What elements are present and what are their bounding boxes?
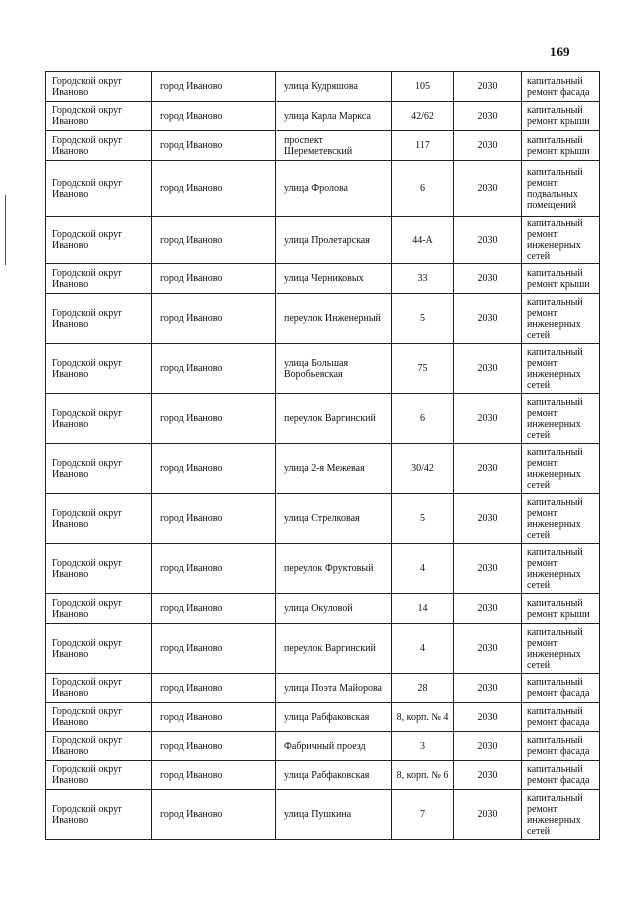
work-type-cell: капитальный ремонт фасада: [522, 703, 600, 732]
work-type-cell: капитальный ремонт фасада: [522, 674, 600, 703]
house-cell: 117: [392, 131, 454, 161]
house-cell: 5: [392, 494, 454, 544]
street-cell: улица Пролетарская: [276, 217, 392, 264]
municipality-cell: Городской округ Иваново: [46, 544, 152, 594]
work-type-cell: капитальный ремонт инженерных сетей: [522, 444, 600, 494]
year-cell: 2030: [454, 732, 522, 761]
settlement-cell: город Иваново: [152, 624, 276, 674]
house-cell: 4: [392, 544, 454, 594]
table-row: [46, 594, 600, 624]
year-cell: 2030: [454, 217, 522, 264]
work-type-cell: капитальный ремонт инженерных сетей: [522, 394, 600, 444]
street-cell: улица 2-я Межевая: [276, 444, 392, 494]
table-row: [46, 161, 600, 217]
year-cell: 2030: [454, 72, 522, 102]
street-cell: улица Кудряшова: [276, 72, 392, 102]
year-cell: 2030: [454, 394, 522, 444]
municipality-cell: Городской округ Иваново: [46, 790, 152, 840]
municipality-cell: Городской округ Иваново: [46, 624, 152, 674]
house-cell: 105: [392, 72, 454, 102]
house-cell: 3: [392, 732, 454, 761]
work-type-cell: капитальный ремонт крыши: [522, 102, 600, 131]
municipality-cell: Городской округ Иваново: [46, 394, 152, 444]
work-type-cell: капитальный ремонт инженерных сетей: [522, 344, 600, 394]
repair-schedule-table: [45, 71, 600, 840]
municipality-cell: Городской округ Иваново: [46, 161, 152, 217]
settlement-cell: город Иваново: [152, 294, 276, 344]
house-cell: 7: [392, 790, 454, 840]
work-type-cell: капитальный ремонт инженерных сетей: [522, 494, 600, 544]
street-cell: улица Стрелковая: [276, 494, 392, 544]
table-row: [46, 494, 600, 544]
year-cell: 2030: [454, 544, 522, 594]
street-cell: переулок Инженерный: [276, 294, 392, 344]
year-cell: 2030: [454, 444, 522, 494]
table-row: [46, 344, 600, 394]
year-cell: 2030: [454, 674, 522, 703]
house-cell: 30/42: [392, 444, 454, 494]
settlement-cell: город Иваново: [152, 494, 276, 544]
settlement-cell: город Иваново: [152, 444, 276, 494]
table-row: [46, 294, 600, 344]
table-row: [46, 544, 600, 594]
work-type-cell: капитальный ремонт подвальных помещений: [522, 161, 600, 217]
street-cell: проспект Шереметевский: [276, 131, 392, 161]
street-cell: Фабричный проезд: [276, 732, 392, 761]
settlement-cell: город Иваново: [152, 761, 276, 790]
settlement-cell: город Иваново: [152, 72, 276, 102]
municipality-cell: Городской округ Иваново: [46, 344, 152, 394]
municipality-cell: Городской округ Иваново: [46, 294, 152, 344]
work-type-cell: капитальный ремонт фасада: [522, 72, 600, 102]
settlement-cell: город Иваново: [152, 217, 276, 264]
work-type-cell: капитальный ремонт крыши: [522, 264, 600, 294]
house-cell: 75: [392, 344, 454, 394]
settlement-cell: город Иваново: [152, 544, 276, 594]
house-cell: 8, корп. № 4: [392, 703, 454, 732]
house-cell: 44-А: [392, 217, 454, 264]
street-cell: переулок Фруктовый: [276, 544, 392, 594]
settlement-cell: город Иваново: [152, 344, 276, 394]
settlement-cell: город Иваново: [152, 131, 276, 161]
street-cell: улица Черниковых: [276, 264, 392, 294]
year-cell: 2030: [454, 344, 522, 394]
table-row: [46, 394, 600, 444]
table-row: [46, 732, 600, 761]
table-row: [46, 72, 600, 102]
table-row: [46, 444, 600, 494]
street-cell: улица Рабфаковская: [276, 761, 392, 790]
year-cell: 2030: [454, 264, 522, 294]
year-cell: 2030: [454, 102, 522, 131]
municipality-cell: Городской округ Иваново: [46, 594, 152, 624]
work-type-cell: капитальный ремонт инженерных сетей: [522, 790, 600, 840]
street-cell: улица Пушкина: [276, 790, 392, 840]
year-cell: 2030: [454, 131, 522, 161]
municipality-cell: Городской округ Иваново: [46, 102, 152, 131]
house-cell: 6: [392, 394, 454, 444]
street-cell: улица Фролова: [276, 161, 392, 217]
municipality-cell: Городской округ Иваново: [46, 674, 152, 703]
work-type-cell: капитальный ремонт крыши: [522, 594, 600, 624]
municipality-cell: Городской округ Иваново: [46, 761, 152, 790]
table-row: [46, 790, 600, 840]
house-cell: 42/62: [392, 102, 454, 131]
municipality-cell: Городской округ Иваново: [46, 732, 152, 761]
street-cell: улица Поэта Майорова: [276, 674, 392, 703]
table-row: [46, 624, 600, 674]
house-cell: 33: [392, 264, 454, 294]
house-cell: 5: [392, 294, 454, 344]
house-cell: 6: [392, 161, 454, 217]
year-cell: 2030: [454, 161, 522, 217]
year-cell: 2030: [454, 594, 522, 624]
table-row: [46, 761, 600, 790]
settlement-cell: город Иваново: [152, 264, 276, 294]
settlement-cell: город Иваново: [152, 732, 276, 761]
street-cell: переулок Варгинский: [276, 394, 392, 444]
year-cell: 2030: [454, 703, 522, 732]
table-row: [46, 102, 600, 131]
work-type-cell: капитальный ремонт инженерных сетей: [522, 544, 600, 594]
work-type-cell: капитальный ремонт крыши: [522, 131, 600, 161]
municipality-cell: Городской округ Иваново: [46, 703, 152, 732]
municipality-cell: Городской округ Иваново: [46, 131, 152, 161]
year-cell: 2030: [454, 790, 522, 840]
street-cell: переулок Варгинский: [276, 624, 392, 674]
house-cell: 4: [392, 624, 454, 674]
work-type-cell: капитальный ремонт фасада: [522, 761, 600, 790]
table-row: [46, 264, 600, 294]
street-cell: улица Большая Воробьевская: [276, 344, 392, 394]
work-type-cell: капитальный ремонт инженерных сетей: [522, 294, 600, 344]
table-row: [46, 131, 600, 161]
street-cell: улица Карла Маркса: [276, 102, 392, 131]
work-type-cell: капитальный ремонт инженерных сетей: [522, 217, 600, 264]
year-cell: 2030: [454, 494, 522, 544]
table-row: [46, 217, 600, 264]
municipality-cell: Городской округ Иваново: [46, 217, 152, 264]
year-cell: 2030: [454, 624, 522, 674]
table-row: [46, 703, 600, 732]
municipality-cell: Городской округ Иваново: [46, 494, 152, 544]
street-cell: улица Рабфаковская: [276, 703, 392, 732]
house-cell: 8, корп. № 6: [392, 761, 454, 790]
municipality-cell: Городской округ Иваново: [46, 72, 152, 102]
settlement-cell: город Иваново: [152, 790, 276, 840]
page-number: 169: [550, 44, 570, 59]
settlement-cell: город Иваново: [152, 161, 276, 217]
municipality-cell: Городской округ Иваново: [46, 264, 152, 294]
margin-mark: [5, 195, 6, 265]
house-cell: 14: [392, 594, 454, 624]
work-type-cell: капитальный ремонт инженерных сетей: [522, 624, 600, 674]
settlement-cell: город Иваново: [152, 703, 276, 732]
work-type-cell: капитальный ремонт фасада: [522, 732, 600, 761]
street-cell: улица Окуловой: [276, 594, 392, 624]
settlement-cell: город Иваново: [152, 394, 276, 444]
year-cell: 2030: [454, 294, 522, 344]
house-cell: 28: [392, 674, 454, 703]
year-cell: 2030: [454, 761, 522, 790]
settlement-cell: город Иваново: [152, 102, 276, 131]
settlement-cell: город Иваново: [152, 674, 276, 703]
settlement-cell: город Иваново: [152, 594, 276, 624]
table-row: [46, 674, 600, 703]
municipality-cell: Городской округ Иваново: [46, 444, 152, 494]
